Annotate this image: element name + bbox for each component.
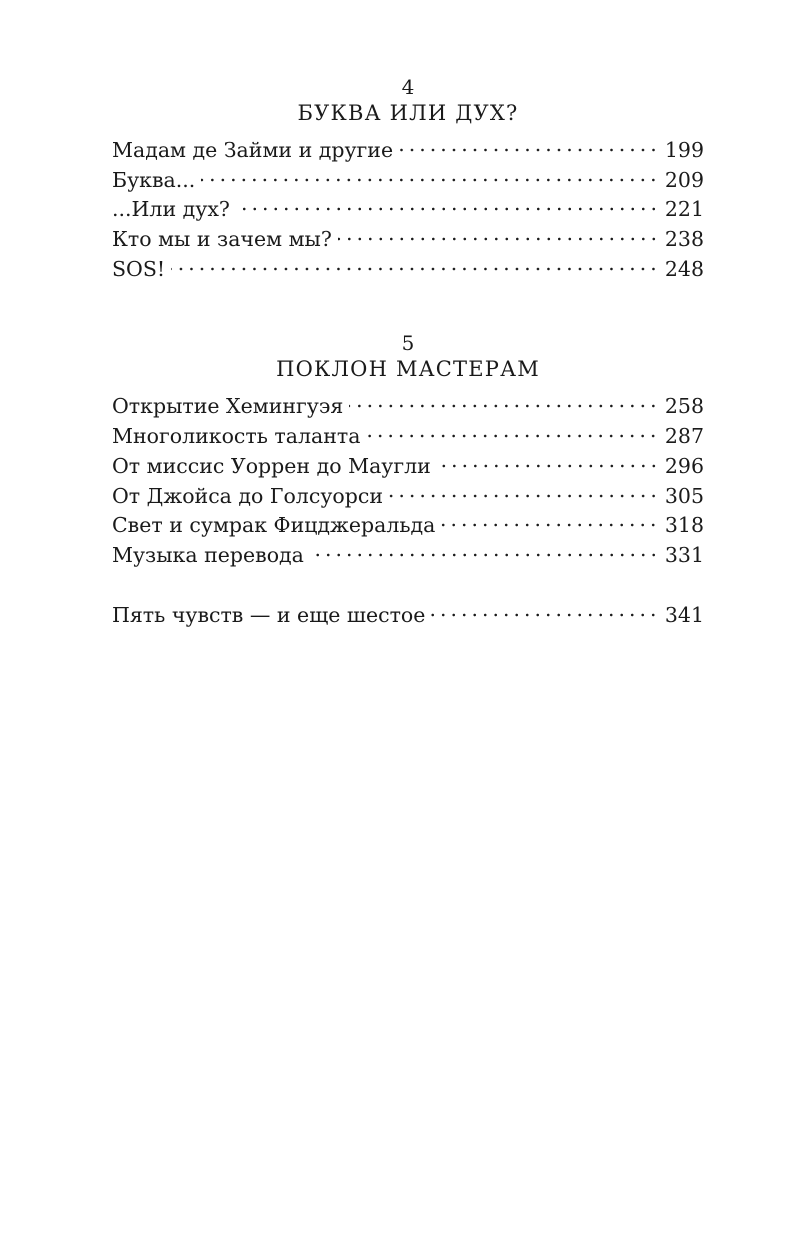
dot-leader	[349, 404, 659, 408]
dot-leader	[236, 207, 659, 211]
section-title: ПОКЛОН МАСТЕРАМ	[276, 357, 540, 382]
toc-section-5	[112, 328, 704, 570]
toc-entry	[112, 482, 704, 512]
entry-page-number: 318	[664, 513, 704, 538]
dot-leader	[310, 553, 659, 557]
entry-page-number: 331	[664, 542, 704, 567]
entry-page-number: 341	[664, 602, 704, 627]
entry-title: Многоликость таланта	[112, 424, 361, 449]
entry-page-number: 221	[664, 197, 704, 222]
dot-leader	[171, 267, 659, 271]
final-spacer	[112, 571, 704, 601]
toc-entry	[112, 392, 704, 422]
toc-section-4	[112, 72, 704, 284]
entry-title: SOS!	[112, 256, 166, 281]
entry-page-number: 287	[664, 424, 704, 449]
entry-title: От миссис Уоррен до Маугли	[112, 453, 431, 478]
toc-entry	[112, 452, 704, 482]
entry-title: Открытие Хемингуэя	[112, 394, 344, 419]
dot-leader	[399, 148, 659, 152]
entry-title: Мадам де Займи и другие	[112, 138, 394, 162]
toc-entry	[112, 422, 704, 452]
section-number: 5	[401, 331, 415, 356]
section-number: 4	[401, 75, 415, 99]
entry-title: От Джойса до Голсуорси	[112, 483, 383, 508]
entry-page-number: 209	[664, 167, 704, 192]
toc-entry	[112, 511, 704, 541]
toc-entry	[112, 166, 704, 196]
dot-leader	[437, 464, 659, 468]
entry-title: Кто мы и зачем мы?	[112, 227, 332, 252]
entry-title: Буква...	[112, 167, 196, 192]
entry-title: Музыка перевода	[112, 542, 304, 567]
toc-entry	[112, 195, 704, 225]
section-spacer	[112, 284, 704, 328]
toc-entry	[112, 255, 704, 285]
entry-title: ...Или дух?	[112, 197, 230, 222]
dot-leader	[431, 613, 658, 617]
dot-leader	[366, 434, 658, 438]
toc-entry-final	[112, 601, 704, 631]
dot-leader	[441, 523, 658, 527]
entry-page-number: 305	[664, 483, 704, 508]
toc-entry	[112, 225, 704, 255]
toc-entry	[112, 136, 704, 166]
section-title: БУКВА ИЛИ ДУХ?	[297, 101, 519, 125]
entry-title: Пять чувств — и еще шестое	[112, 602, 426, 627]
entry-page-number: 238	[664, 227, 704, 252]
entry-page-number: 296	[664, 453, 704, 478]
section-entries	[112, 136, 704, 284]
dot-leader	[389, 494, 659, 498]
section-entries	[112, 392, 704, 570]
toc-entry	[112, 541, 704, 571]
entry-page-number: 199	[664, 138, 704, 162]
entry-title: Свет и сумрак Фицджеральда	[112, 513, 436, 538]
dot-leader	[201, 178, 659, 182]
entry-page-number: 258	[664, 394, 704, 419]
table-of-contents	[112, 72, 704, 630]
dot-leader	[338, 237, 659, 241]
entry-page-number: 248	[664, 256, 704, 281]
